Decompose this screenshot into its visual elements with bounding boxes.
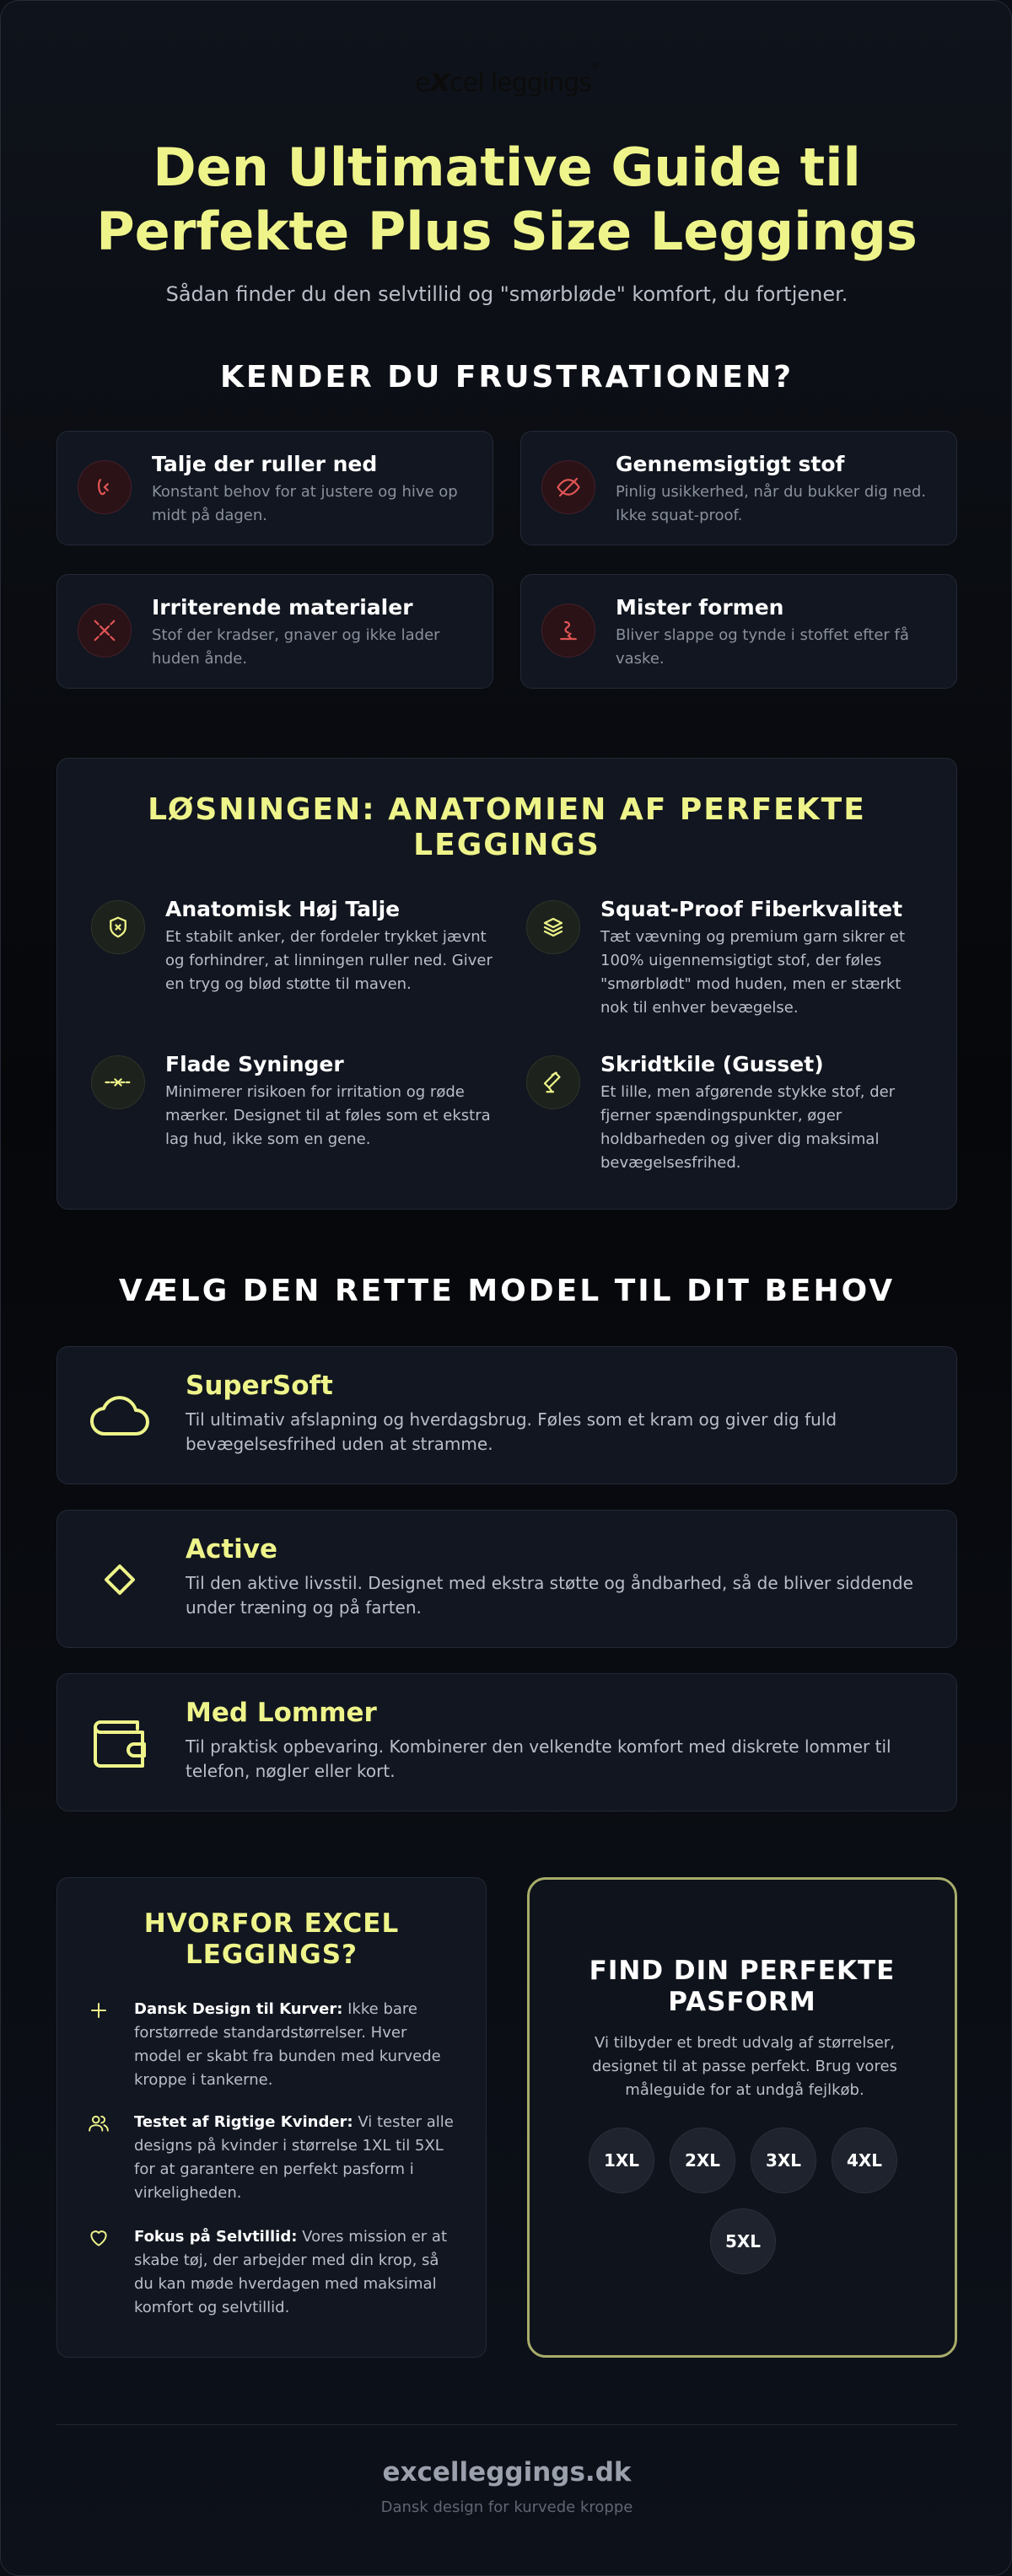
model-text: Til praktisk opbevaring. Kombinerer den velkendte komfort med diskrete lommer til telefon, nøgler eller kort.	[186, 1736, 891, 1781]
feature-text: Tæt vævning og premium garn sikrer et 100% uigennemsigtigt stof, der føles "smørblødt" mod huden, men er stærkt nok til enhver bevægelse.	[600, 928, 906, 1017]
eye-off-icon	[541, 460, 595, 514]
problems-heading: KENDER DU FRUSTRATIONEN?	[219, 360, 794, 394]
feature-title: Skridtkile (Gusset)	[600, 1052, 824, 1076]
model-text: Til den aktive livsstil. Designet med ekstra støtte og åndbarhed, så de bliver siddende under træning og på farten.	[186, 1573, 913, 1618]
diamond-icon	[88, 1553, 152, 1607]
problem-card	[57, 574, 493, 689]
feature-title: Squat-Proof Fiberkvalitet	[600, 897, 903, 921]
model-card-active[interactable]	[57, 1510, 957, 1648]
model-name: SuperSoft	[186, 1371, 333, 1401]
users-icon	[88, 2112, 110, 2134]
problem-text: Bliver slappe og tynde i stoffet efter få vaske.	[616, 626, 909, 668]
why-heading	[57, 1908, 486, 1971]
logo-text-end: cel leggings	[449, 68, 591, 98]
size-finder-heading-line-1: FIND DIN PERFEKTE	[589, 1956, 896, 1986]
problem-title: Irriterende materialer	[152, 595, 413, 620]
why-card	[57, 1877, 487, 2358]
problem-text: Pinlig usikkerhed, når du bukker dig ned. Ikke squat-proof.	[616, 483, 927, 524]
heart-icon	[88, 2227, 110, 2249]
why-text: Dansk Design til Kurver: Ikke bare forstørrede standardstørrelser. Hver model er skabt fra bunden med kurvede kroppe i tankerne.	[134, 2000, 441, 2089]
footer-tagline: Dansk design for kurvede kroppe	[380, 2498, 633, 2516]
footer-divider	[57, 2424, 957, 2425]
logo-text-start: e	[415, 68, 430, 98]
layers-icon	[526, 900, 580, 954]
page-subtitle: Sådan finder du den selvtillid og "smørbløde" komfort, du fortjener.	[165, 282, 848, 306]
problem-card	[520, 431, 957, 545]
solution-feature	[526, 1052, 923, 1195]
model-name: Active	[186, 1534, 278, 1564]
problem-card	[57, 431, 493, 545]
feature-title: Flade Syninger	[165, 1052, 344, 1076]
logo-registered: ®	[590, 62, 599, 71]
why-item	[88, 1998, 462, 2099]
model-card-supersoft[interactable]	[57, 1346, 957, 1484]
problem-title: Talje der ruller ned	[152, 452, 378, 476]
size-option-2xl[interactable]: 2XL	[670, 2128, 735, 2193]
problem-title: Gennemsigtigt stof	[616, 452, 845, 476]
solution-card	[57, 758, 957, 1210]
title-line-1: Den Ultimative Guide til	[153, 137, 861, 198]
feature-text: Et stabilt anker, der fordeler trykket jævnt og forhindrer, at linningen ruller ned. Giver en tryg og blød støtte til maven.	[165, 928, 493, 993]
size-option-3xl[interactable]: 3XL	[751, 2128, 816, 2193]
size-option-5xl[interactable]: 5XL	[710, 2208, 776, 2274]
why-heading-line-1: HVORFOR EXCEL	[143, 1908, 400, 1939]
size-finder-heading	[530, 1956, 955, 2018]
size-option-4xl[interactable]: 4XL	[832, 2128, 897, 2193]
models-heading: VÆLG DEN RETTE MODEL TIL DIT BEHOV	[118, 1274, 896, 1308]
flat-seam-icon	[91, 1055, 145, 1109]
feature-text: Et lille, men afgørende stykke stof, der fjerner spændingspunkter, øger holdbarheden og giver dig maksimal bevægelsesfrihed.	[600, 1083, 896, 1172]
feature-text: Minimerer risikoen for irritation og røde mærker. Designet til at føles som et ekstra lag hud, ikke som en gene.	[165, 1083, 491, 1148]
why-item	[88, 2111, 462, 2212]
plus-icon	[88, 1999, 110, 2021]
shape-loss-icon	[541, 604, 595, 657]
model-text: Til ultimativ afslapning og hverdagsbrug. Føles som et kram og giver dig fuld bevægelsesfrihed uden at stramme.	[186, 1409, 837, 1454]
size-finder-heading-line-2: PASFORM	[668, 1987, 816, 2017]
why-item	[88, 2225, 462, 2326]
size-finder-text: Vi tilbyder et bredt udvalg af størrelser, designet til at passe perfekt. Brug vores måleguide for at undgå fejlkøb.	[592, 2034, 897, 2099]
problem-card	[520, 574, 957, 689]
shield-icon	[91, 900, 145, 954]
footer-site-link[interactable]: excelleggings.dk	[382, 2457, 632, 2487]
solution-feature	[526, 897, 923, 1040]
rolling-waist-icon	[78, 460, 132, 514]
logo-x: x	[429, 62, 450, 99]
problem-title: Mister formen	[616, 595, 784, 620]
wallet-icon	[88, 1716, 152, 1770]
why-text: Fokus på Selvtillid: Vores mission er at skabe tøj, der arbejder med din krop, så du kan møde hverdagen med maksimal komfort og selvtillid.	[134, 2228, 448, 2316]
why-heading-line-2: LEGGINGS?	[185, 1940, 358, 1970]
problem-text: Stof der kradser, gnaver og ikke lader huden ånde.	[152, 626, 440, 668]
size-option-1xl[interactable]: 1XL	[589, 2128, 654, 2193]
solution-feature	[91, 897, 493, 1015]
model-card-med-lommer[interactable]	[57, 1673, 957, 1811]
brand-logo[interactable]	[1, 62, 1012, 99]
cloud-icon	[88, 1389, 152, 1443]
feature-title: Anatomisk Høj Talje	[165, 897, 401, 921]
problem-text: Konstant behov for at justere og hive op midt på dagen.	[152, 483, 458, 524]
solution-heading	[57, 792, 956, 863]
why-text: Testet af Rigtige Kvinder: Vi tester alle designs på kvinder i størrelse 1XL til 5XL for at garantere en perfekt pasform i virkeligheden.	[134, 2113, 454, 2202]
solution-heading-line-2: LEGGINGS	[413, 828, 600, 862]
size-finder-card	[527, 1877, 957, 2358]
gusset-icon	[526, 1055, 580, 1109]
title-line-2: Perfekte Plus Size Leggings	[96, 201, 918, 262]
solution-heading-line-1: LØSNINGEN: ANATOMIEN AF PERFEKTE	[148, 792, 866, 827]
page-title	[51, 136, 962, 264]
irritation-icon	[78, 604, 132, 657]
model-name: Med Lommer	[186, 1698, 377, 1728]
solution-feature	[91, 1052, 491, 1170]
